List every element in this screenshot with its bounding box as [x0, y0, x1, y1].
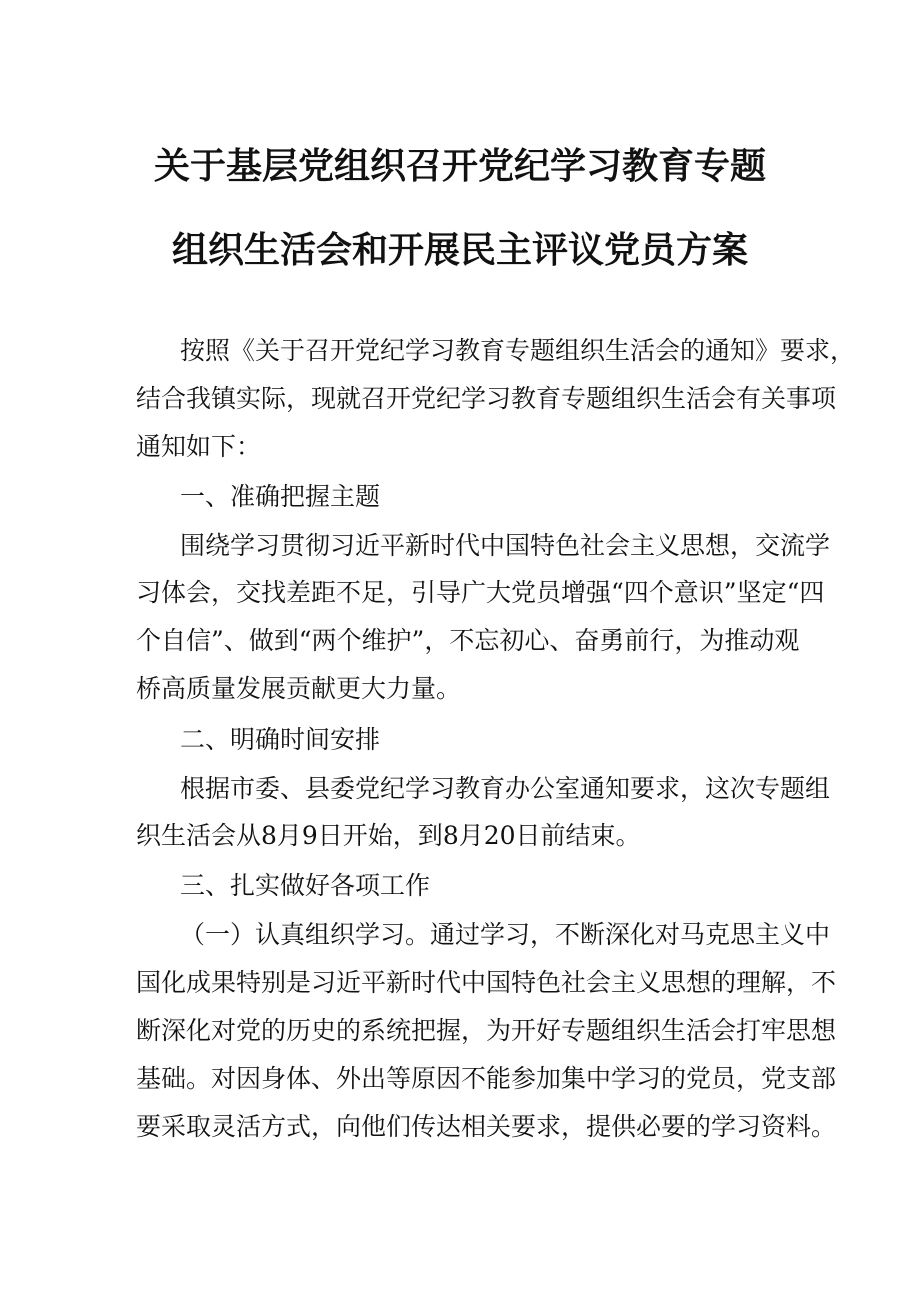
section3-line-2: 国化成果特别是习近平新时代中国特色社会主义思想的理解，不: [136, 968, 837, 997]
section1-line-3: 个自信”、做到“两个维护”，不忘初心、奋勇前行，为推动观: [136, 626, 800, 655]
section3-heading: 三、扎实做好各项工作: [180, 871, 431, 900]
intro-line-2: 结合我镇实际，现就召开党纪学习教育专题组织生活会有关事项: [136, 384, 837, 413]
section2-line-2: 织生活会从8月9日开始，到8月20日前结束。: [136, 821, 641, 850]
section2-heading: 二、明确时间安排: [180, 725, 381, 754]
document-title-line-2: 组织生活会和开展民主评议党员方案: [171, 230, 748, 271]
section1-line-2: 习体会，交找差距不足，引导广大党员增强“四个意识”坚定“四: [136, 578, 825, 607]
section1-line-1: 围绕学习贯彻习近平新时代中国特色社会主义思想，交流学: [180, 531, 831, 560]
document-title-line-1: 关于基层党组织召开党纪学习教育专题: [153, 146, 766, 187]
intro-line-3: 通知如下：: [136, 432, 262, 461]
section2-line-1: 根据市委、县委党纪学习教育办公室通知要求，这次专题组: [180, 774, 831, 803]
section1-line-4: 桥高质量发展贡献更大力量。: [136, 674, 462, 703]
intro-line-1: 按照《关于召开党纪学习教育专题组织生活会的通知》要求，: [180, 336, 856, 365]
section3-line-3: 断深化对党的历史的系统把握，为开好专题组织生活会打牢思想: [136, 1016, 837, 1045]
section1-heading: 一、准确把握主题: [180, 482, 381, 511]
section3-line-4: 基础。对因身体、外出等原因不能参加集中学习的党员，党支部: [136, 1064, 837, 1093]
section3-line-1: （一）认真组织学习。通过学习，不断深化对马克思主义中: [180, 920, 831, 949]
section3-line-5: 要采取灵活方式，向他们传达相关要求，提供必要的学习资料。: [136, 1112, 837, 1141]
